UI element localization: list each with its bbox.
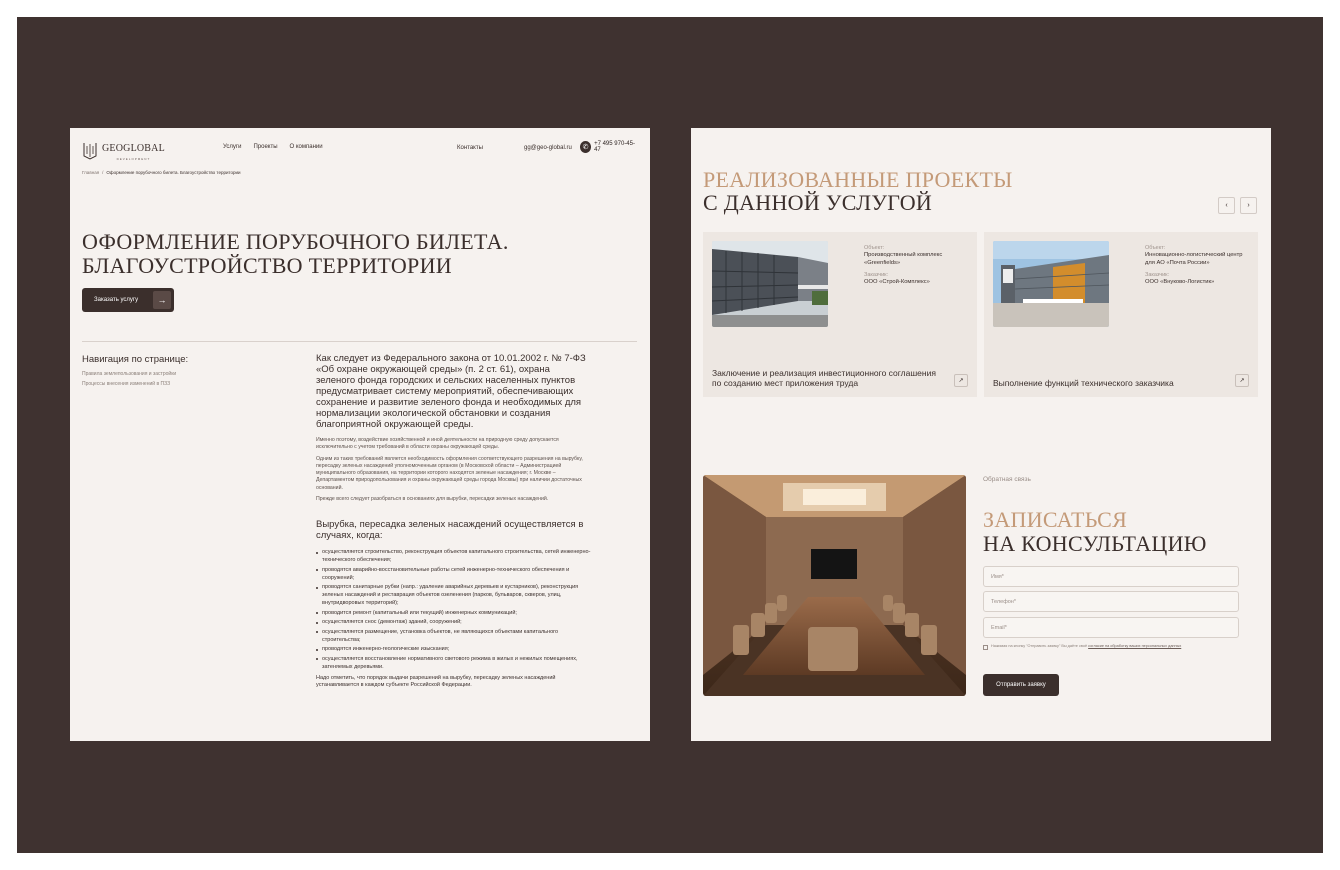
object-value: Производственный комплекс «Greenfields»	[864, 252, 943, 266]
phone-icon: ✆	[580, 141, 591, 153]
phone-field[interactable]: Телефон*	[983, 591, 1239, 612]
feedback-label: Обратная связь	[983, 476, 1031, 483]
paragraph: Прежде всего следует разобраться в основаниях для вырубки, пересадки зеленых насаждений.	[316, 496, 549, 503]
page-title	[82, 230, 509, 278]
client-label: Заказчик:	[1145, 272, 1170, 278]
site-header	[82, 138, 638, 160]
breadcrumb-current: Оформление порубочного билета. Благоустройство территории	[106, 170, 241, 175]
page-title-line-1: ОФОРМЛЕНИЕ ПОРУБОЧНОГО БИЛЕТА.	[82, 229, 509, 254]
consent-text	[991, 644, 1181, 650]
lead-paragraph: Как следует из Федерального закона от 10.01.2002 г. № 7-ФЗ «Об охране окружающей среды» (п. 2 ст. 61), охрана зеленого фонда городских и сельских населенных пунктов предусматривает систему мероприятий, обеспечивающих сохранение и развитие зеленого фонда и необходимых для нормализации экологической обстановки и создания благоприятной окружающей среды.	[316, 353, 586, 430]
list-item: осуществляется строительство, реконструкция объектов капитального строительства, сетей инженерно-технического обеспечения;	[316, 548, 591, 564]
page-nav-link[interactable]: Правила землепользования и застройки	[82, 371, 177, 377]
nav-item-projects[interactable]: Проекты	[253, 144, 278, 150]
name-field[interactable]: Имя*	[983, 566, 1239, 587]
project-title: Выполнение функций технического заказчика	[993, 378, 1174, 388]
project-photo-logistics-center	[993, 241, 1109, 327]
slider-prev-button[interactable]: ‹	[1218, 197, 1235, 214]
project-card[interactable]	[703, 232, 977, 397]
list-item: проводится ремонт (капитальный или текущий) инженерных коммуникаций;	[316, 609, 591, 617]
article-body	[316, 353, 591, 690]
breadcrumb	[82, 170, 241, 175]
section-heading: Вырубка, пересадка зеленых насаждений осуществляется в случаях, когда:	[316, 519, 584, 542]
arrow-up-right-icon[interactable]: ↗	[1235, 374, 1249, 387]
paragraph: Именно поэтому, воздействие хозяйственной и иной деятельности на природную среду допускается исключительно с учетом требований в области охраны окружающей среды.	[316, 437, 559, 451]
breadcrumb-home[interactable]: Главная	[82, 170, 100, 175]
page-title-line-2: БЛАГОУСТРОЙСТВО ТЕРРИТОРИИ	[82, 253, 452, 278]
consent-text-main: Нажимая на кнопку "Отправить заявку" Вы даёте своё	[991, 644, 1088, 648]
main-nav	[223, 144, 323, 150]
list-item: проводятся инженерно-геологические изыскания;	[316, 645, 591, 653]
projects-and-feedback-page	[691, 128, 1271, 741]
list-item: проводятся санитарные рубки (напр.: удаление аварийных деревьев и кустарников), реконструкция зеленых насаждений и реставрация объектов озеленения (парков, бульваров, скверов, улиц, внутридворовых территорий);	[316, 583, 591, 607]
projects-heading-dark: С ДАННОЙ УСЛУГОЙ	[703, 190, 933, 215]
nav-item-services[interactable]: Услуги	[223, 144, 242, 150]
phone-link[interactable]	[580, 141, 638, 153]
project-card[interactable]	[984, 232, 1258, 397]
consent-link[interactable]: согласие на обработку ваших персональных данных	[1088, 644, 1182, 648]
cases-list	[316, 548, 591, 671]
service-page	[70, 128, 650, 741]
phone-number: +7 495 970-45-47	[594, 141, 635, 153]
consultation-heading-accent: ЗАПИСАТЬСЯ	[983, 507, 1128, 532]
submit-request-button[interactable]: Отправить заявку	[983, 674, 1059, 696]
consultation-heading-dark: НА КОНСУЛЬТАЦИЮ	[983, 531, 1207, 556]
projects-heading-accent: РЕАЛИЗОВАННЫЕ ПРОЕКТЫ	[703, 167, 1013, 192]
consent-checkbox[interactable]	[983, 645, 988, 650]
nav-item-contacts[interactable]: Контакты	[457, 145, 483, 151]
client-value: ООО «Внуково-Логистик»	[1145, 279, 1215, 285]
project-photo-office-building	[712, 241, 828, 327]
list-item: осуществляется размещение, установка объектов, не являющихся объектами капитального строительства;	[316, 628, 591, 644]
object-label: Объект:	[1145, 245, 1166, 251]
project-meta	[1145, 244, 1250, 291]
paragraph: Одним из таких требований является необходимость оформления соответствующего разрешения на вырубку, пересадку зеленых насаждений уполномоченным органом (в Московской области – Администрацией муниципального образования, на территории которого находятся зеленые насаждения; г. Москве – Департаментом природопользования и охраны окружающей среды города Москвы) при наличии достаточных оснований.	[316, 455, 583, 491]
object-label: Объект:	[864, 245, 885, 251]
order-service-button[interactable]	[82, 288, 174, 312]
list-item: осуществляется снос (демонтаж) зданий, сооружений;	[316, 618, 591, 626]
divider	[82, 341, 637, 342]
conference-room-photo	[703, 475, 966, 696]
logo-subtitle: DEVELOPMENT	[116, 157, 151, 161]
logo-text: GEOGLOBAL	[102, 143, 165, 154]
slider-next-button[interactable]: ›	[1240, 197, 1257, 214]
client-value: ООО «Строй-Комплекс»	[864, 279, 930, 285]
arrow-up-right-icon[interactable]: ↗	[954, 374, 968, 387]
nav-item-about[interactable]: О компании	[289, 144, 323, 150]
page-nav-title: Навигация по странице:	[82, 354, 189, 365]
breadcrumb-separator: /	[102, 170, 104, 175]
arrow-right-icon: →	[153, 291, 171, 309]
client-label: Заказчик:	[864, 272, 889, 278]
consultation-heading	[983, 508, 1207, 556]
closing-note: Надо отметить, что порядок выдачи разрешений на вырубку, пересадку зеленых насаждений устанавливается в каждом субъекте Российской Федерации.	[316, 674, 556, 689]
list-item: осуществляется восстановление нормативного светового режима в жилых и нежилых помещениях, затеняемых деревьями.	[316, 655, 591, 671]
email-field[interactable]: Email*	[983, 617, 1239, 638]
logo[interactable]	[82, 138, 165, 161]
logo-icon	[82, 140, 98, 160]
list-item: проводятся аварийно-восстановительные работы сетей инженерно-технического обеспечения и сооружений;	[316, 566, 591, 582]
order-service-label: Заказать услугу	[94, 297, 139, 303]
projects-heading	[703, 168, 1013, 214]
object-value: Инновационно-логистический центр для АО «Почта России»	[1145, 252, 1243, 266]
project-title: Заключение и реализация инвестиционного соглашения по созданию мест приложения труда	[712, 368, 936, 388]
page-nav-link[interactable]: Процессы внесения изменений в ПЗЗ	[82, 381, 171, 387]
email-link[interactable]: gg@geo-global.ru	[524, 145, 572, 151]
consent-row	[983, 644, 1183, 650]
project-meta	[864, 244, 969, 291]
